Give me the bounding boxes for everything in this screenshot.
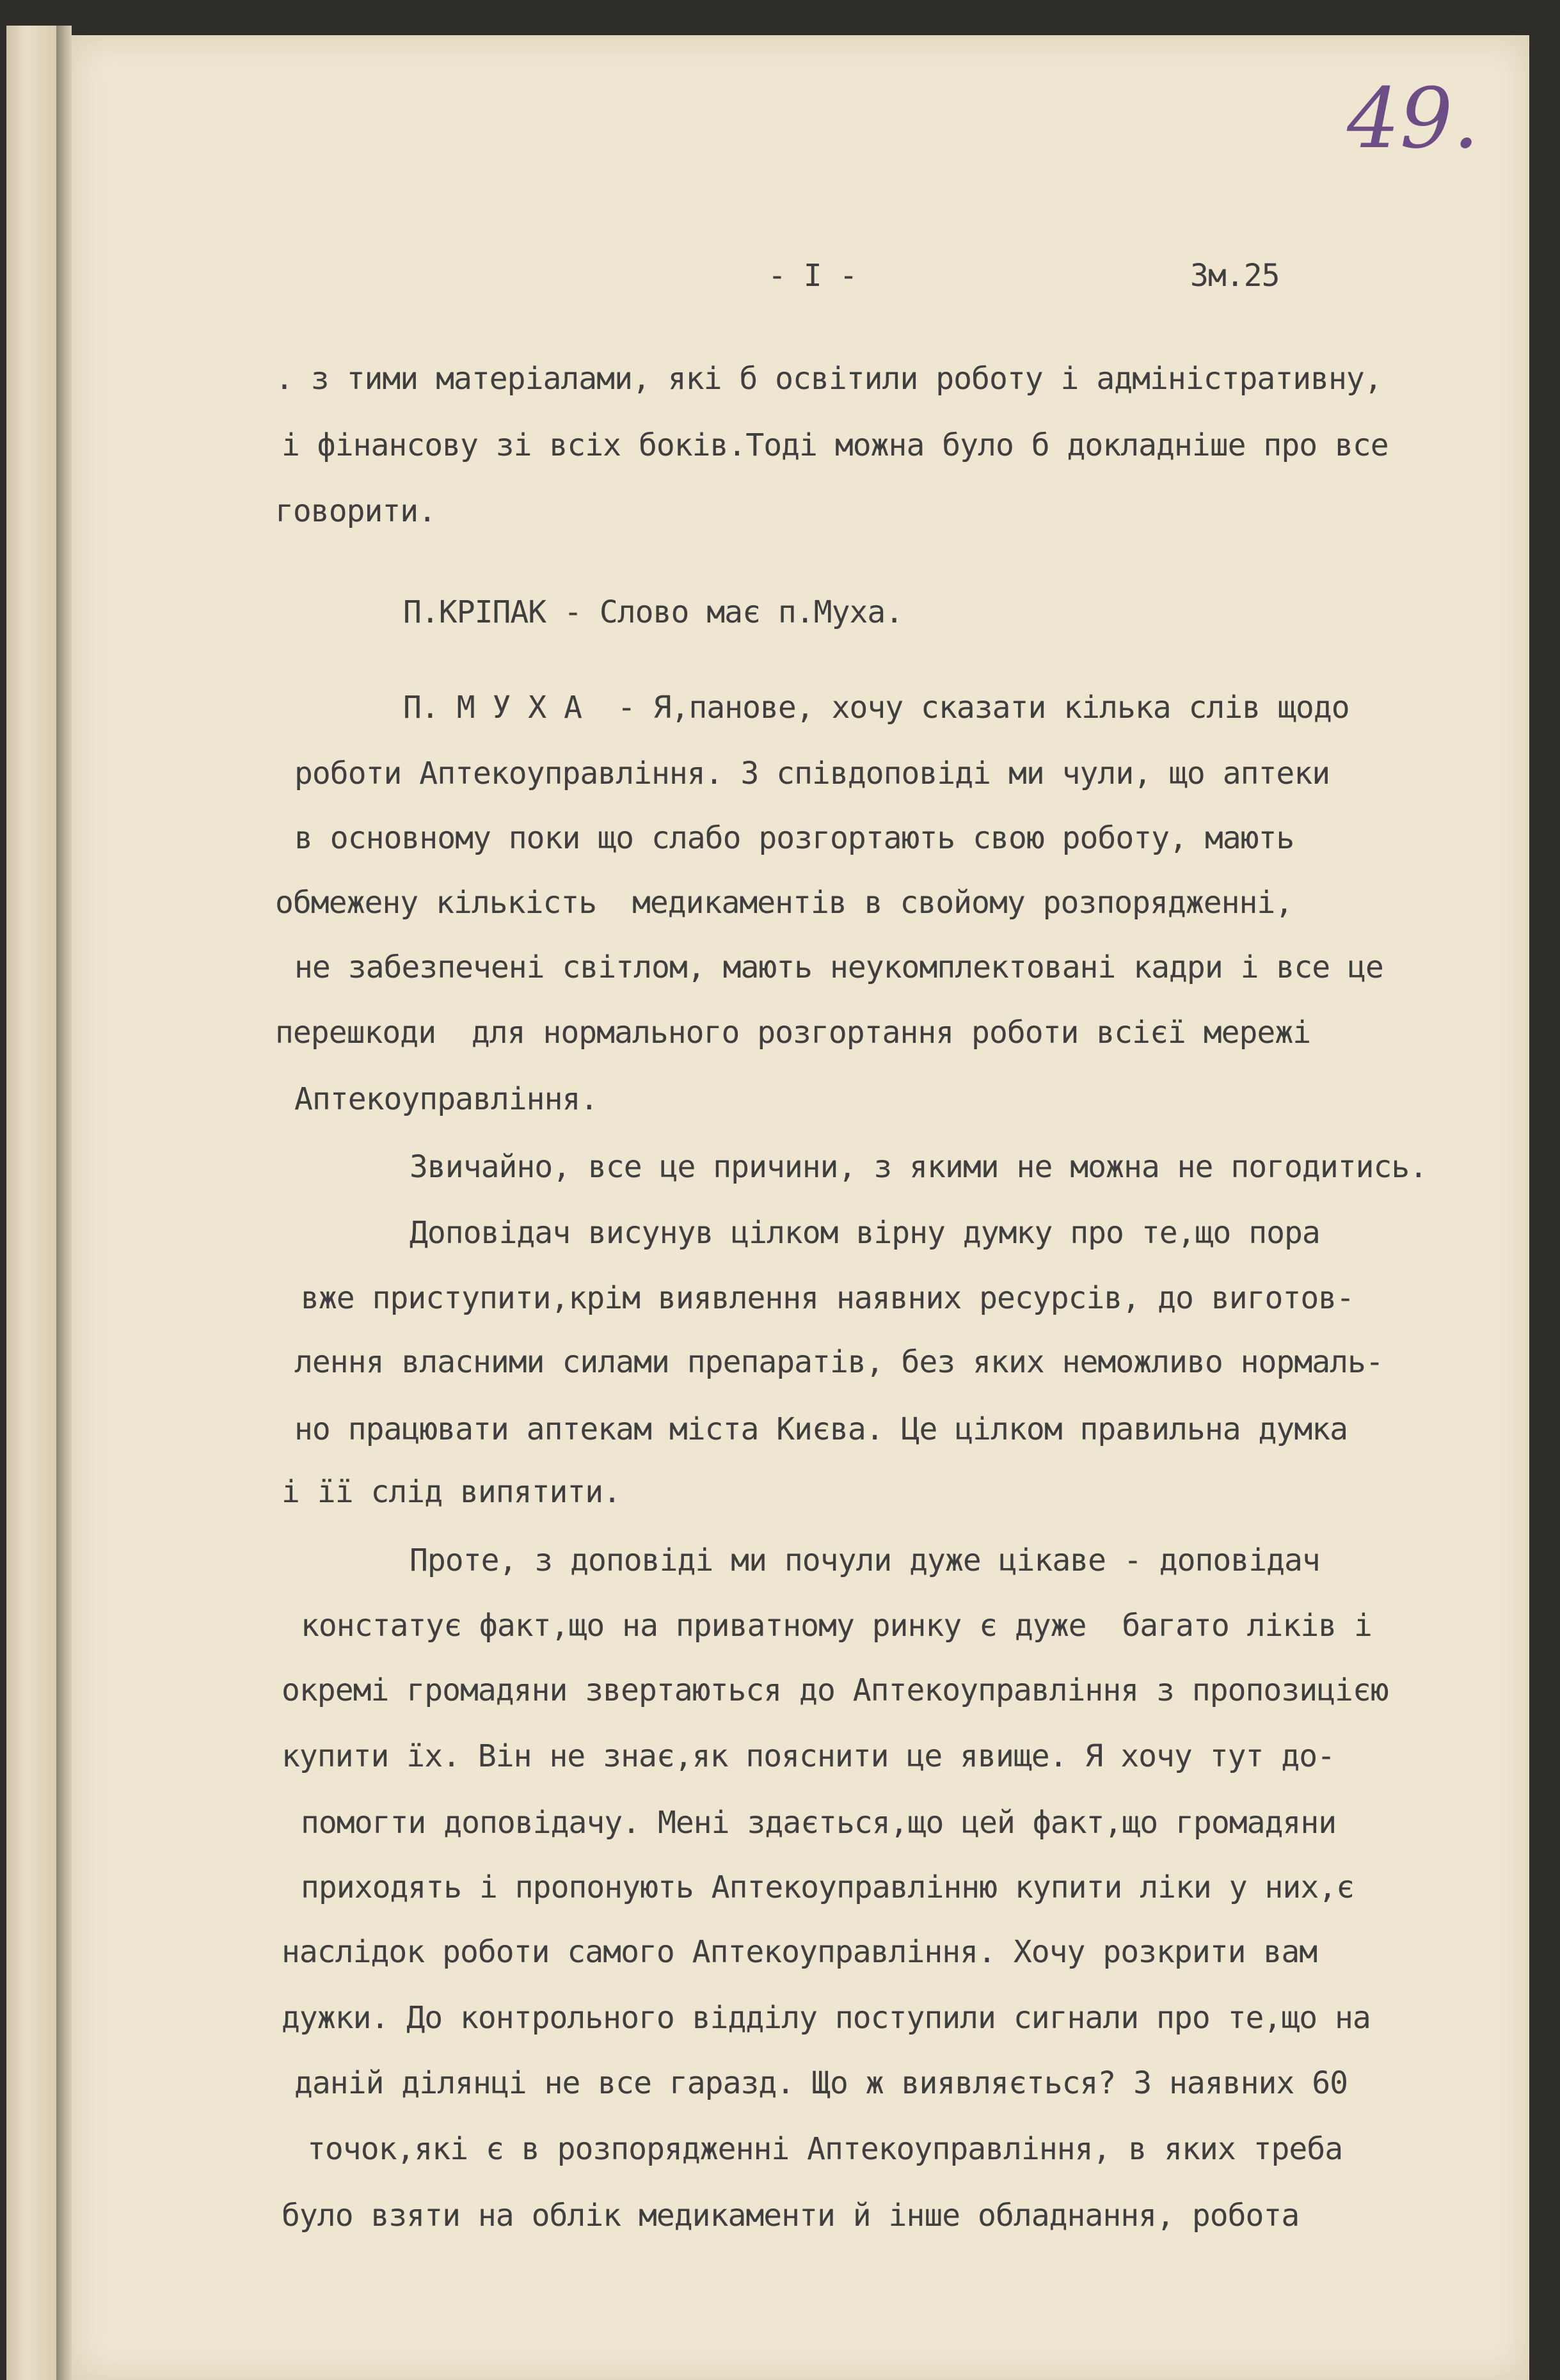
text-line: Звичайно, все це причини, з якими не можна не погодитись. xyxy=(410,1149,1428,1185)
text-line: даній ділянці не все гаразд. Що ж виявляється? З наявних 60 xyxy=(294,2065,1348,2101)
text-line: в основному поки що слабо розгортають свою роботу, мають xyxy=(294,820,1294,856)
text-line: Доповідач висунув цілком вірну думку про те,що пора xyxy=(410,1215,1320,1251)
text-line: точок,які є в розпорядженні Аптекоуправління, в яких треба xyxy=(307,2131,1343,2167)
text-line: вже приступити,крім виявлення наявних ресурсів, до виготов- xyxy=(301,1280,1355,1316)
text-line: констатує факт,що на приватному ринку є дуже багато ліків і xyxy=(301,1608,1372,1644)
text-line: говорити. xyxy=(275,493,436,529)
text-line: помогти доповідачу. Мені здається,що цей факт,що громадяни xyxy=(301,1805,1337,1841)
adjacent-page-edge xyxy=(6,26,58,2380)
folio-number: 49. xyxy=(1347,70,1479,167)
handwritten-folio-number xyxy=(1347,70,1479,167)
text-line: окремі громадяни звертаються до Аптекоуправління з пропозицією xyxy=(282,1672,1389,1708)
text-line: Аптекоуправління. xyxy=(294,1081,598,1117)
text-line: обмежену кількість медикаментів в свойому розпорядженні, xyxy=(275,885,1293,921)
speaker-line: П.КРІПАК - Слово має п.Муха. xyxy=(403,594,903,630)
speaker-line: П. М У Х А - Я,панове, хочу сказати кілька слів щодо xyxy=(403,690,1349,726)
text-line: но працювати аптекам міста Києва. Це цілком правильна думка xyxy=(294,1411,1348,1447)
text-line: Проте, з доповіді ми почули дуже цікаве - доповідач xyxy=(410,1543,1320,1578)
text-line: роботи Аптекоуправління. З співдоповіді ми чули, що аптеки xyxy=(294,756,1330,791)
text-line: і фінансову зі всіх боків.Тоді можна було б докладніше про все xyxy=(282,427,1389,463)
page-reference: Зм.25 xyxy=(1190,258,1280,294)
text-line: . з тими матеріалами, які б освітили роботу і адміністративну, xyxy=(275,361,1382,397)
page-marker: - I - xyxy=(768,258,857,294)
text-line: приходять і пропонують Аптекоуправлінню купити ліки у них,є xyxy=(301,1869,1355,1905)
text-line: перешкоди для нормального розгортання роботи всієї мережі xyxy=(275,1015,1311,1051)
text-line: не забезпечені світлом, мають неукомплектовані кадри і все це xyxy=(294,949,1383,985)
text-line: дужки. До контрольного відділу поступили сигнали про те,що на xyxy=(282,2000,1371,2036)
text-line: і її слід випятити. xyxy=(282,1474,621,1510)
text-line: лення власними силами препаратів, без яких неможливо нормаль- xyxy=(294,1344,1383,1380)
text-line: наслідок роботи самого Аптекоуправління. Хочу розкрити вам xyxy=(282,1934,1317,1970)
binding-gutter xyxy=(56,26,72,2380)
text-line: було взяти на облік медикаменти й інше обладнання, робота xyxy=(282,2198,1300,2233)
text-line: купити їх. Він не знає,як пояснити це явище. Я хочу тут до- xyxy=(282,1738,1335,1774)
